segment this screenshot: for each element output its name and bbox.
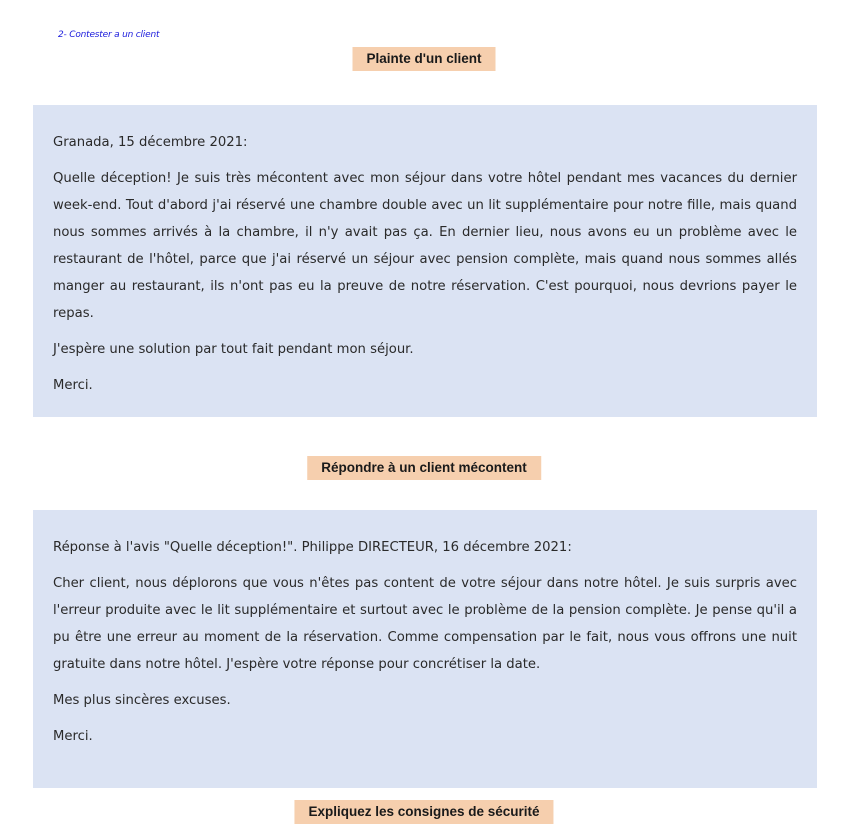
section-label-security: Expliquez les consignes de sécurité: [294, 800, 553, 824]
response-line: Mes plus sincères excuses.: [53, 693, 231, 708]
response-box: [33, 510, 817, 788]
section-label-response: Répondre à un client mécontent: [307, 456, 541, 480]
complaint-box: [33, 105, 817, 417]
complaint-body: Quelle déception! Je suis très mécontent avec mon séjour dans votre hôtel pendant mes vacances du dernier week-end. Tout d'abord j'ai réservé une chambre double avec un lit supplémentaire pour notre fille, mais quand nous sommes arrivés à la chambre, il n'y avait pas ça. En dernier lieu, nous avons eu un problème avec le restaurant de l'hôtel, parce que j'ai réservé un séjour avec pension complète, mais quand nous sommes allés manger au restaurant, ils n'ont pas eu la preuve de notre réservation. C'est pourquoi, nous devrions payer le repas.: [53, 171, 797, 321]
response-closing: Merci.: [53, 729, 93, 744]
response-header: Réponse à l'avis "Quelle déception!". Philippe DIRECTEUR, 16 décembre 2021:: [53, 540, 572, 555]
complaint-header: Granada, 15 décembre 2021:: [53, 135, 248, 150]
section-label-complaint: Plainte d'un client: [353, 47, 496, 71]
complaint-closing: Merci.: [53, 378, 93, 393]
handwritten-note: 2- Contester a un client: [58, 30, 160, 40]
complaint-line: J'espère une solution par tout fait pendant mon séjour.: [53, 342, 414, 357]
response-body: Cher client, nous déplorons que vous n'êtes pas content de votre séjour dans notre hôtel. Je suis surpris avec l'erreur produite avec le lit supplémentaire et surtout avec le problème de la pension complète. Je pense qu'il a pu être une erreur au moment de la réservation. Comme compensation par le fait, nous vous offrons une nuit gratuite dans notre hôtel. J'espère votre réponse pour concrétiser la date.: [53, 576, 797, 672]
